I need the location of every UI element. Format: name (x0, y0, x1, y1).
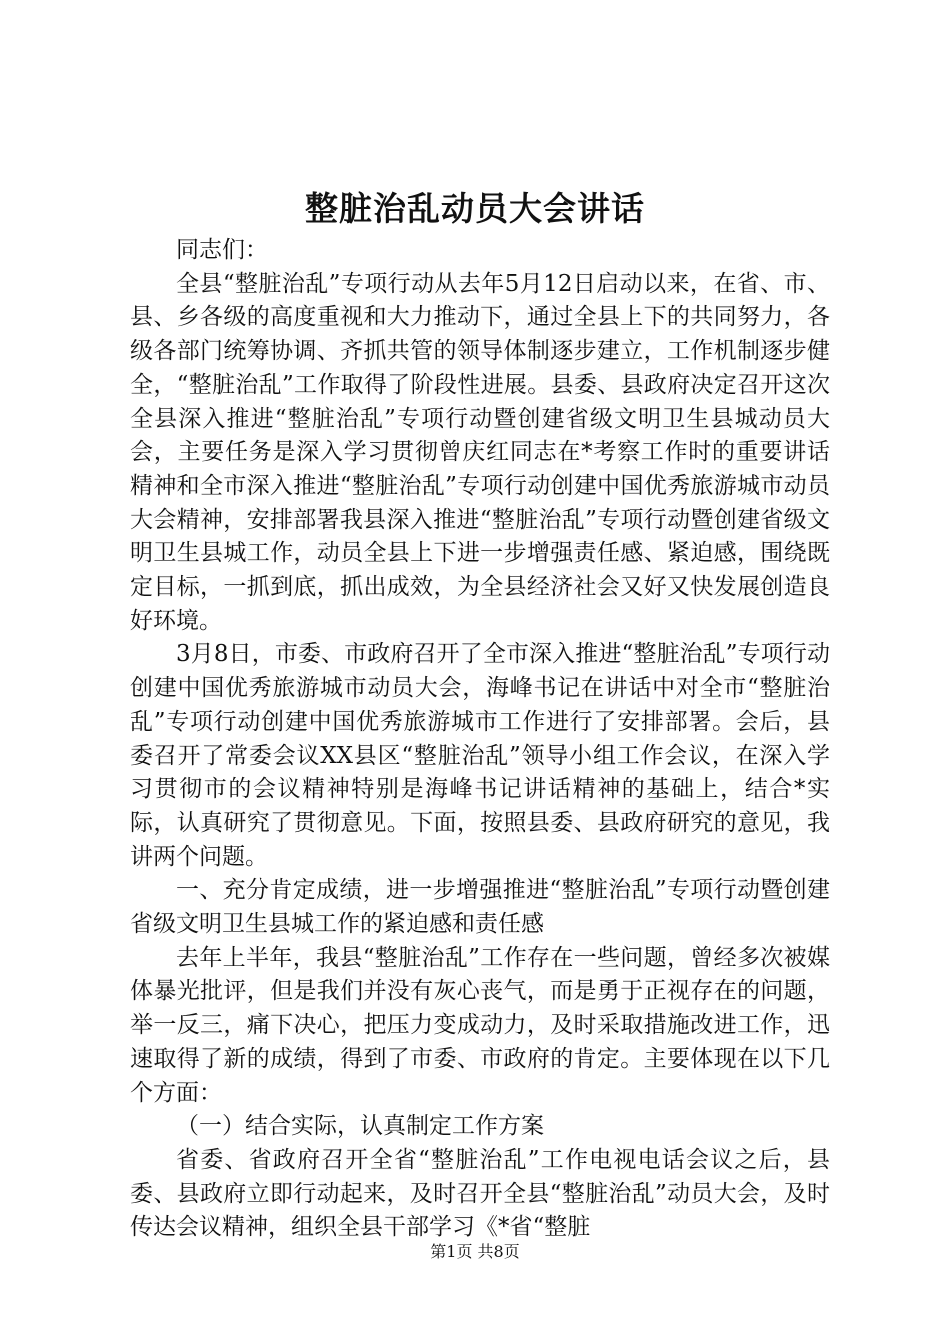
subsection-heading: （一）结合实际，认真制定工作方案 (176, 1113, 544, 1140)
section-heading: 一、充分肯定成绩，进一步增强推进“整脏治乱”专项行动暨创建省级文明卫生县城工作的紧迫感和责任感 (130, 877, 830, 938)
paragraph-salutation: 同志们： (176, 237, 268, 263)
paragraph: 去年上半年，我县“整脏治乱”工作存在一些问题，曾经多次被媒体暴光批评，但是我们并没有灰心丧气，而是勇于正视存在的问题，举一反三，痛下决心，把压力变成动力，及时采取措施改进工作，迅速取得了新的成绩，得到了市委、市政府的肯定。主要体现在以下几个方面： (130, 944, 830, 1106)
document-title: 整脏治乱动员大会讲话 (305, 189, 645, 228)
document-body (130, 234, 830, 1245)
page-number-footer: 第1页 共8页 (430, 1242, 520, 1261)
paragraph: 3月8日，市委、市政府召开了全市深入推进“整脏治乱”专项行动创建中国优秀旅游城市动员大会，海峰书记在讲话中对全市“整脏治乱”专项行动创建中国优秀旅游城市工作进行了安排部署。会后，县委召开了常委会议XX县区“整脏治乱”领导小组工作会议，在深入学习贯彻市的会议精神特别是海峰书记讲话精神的基础上，结合*实际，认真研究了贯彻意见。下面，按照县委、县政府研究的意见，我讲两个问题。 (130, 641, 830, 870)
paragraph: 全县“整脏治乱”专项行动从去年5月12日启动以来，在省、市、县、乡各级的高度重视和大力推动下，通过全县上下的共同努力，各级各部门统筹协调、齐抓共管的领导体制逐步建立，工作机制逐步健全，“整脏治乱”工作取得了阶段性进展。县委、县政府决定召开这次全县深入推进“整脏治乱”专项行动暨创建省级文明卫生县城动员大会，主要任务是深入学习贯彻曾庆红同志在*考察工作时的重要讲话精神和全市深入推进“整脏治乱”专项行动创建中国优秀旅游城市动员大会精神，安排部署我县深入推进“整脏治乱”专项行动暨创建省级文明卫生县城工作，动员全县上下进一步增强责任感、紧迫感，围绕既定目标，一抓到底，抓出成效，为全县经济社会又好又快发展创造良好环境。 (130, 270, 830, 634)
paragraph: 省委、省政府召开全省“整脏治乱”工作电视电话会议之后，县委、县政府立即行动起来，及时召开全县“整脏治乱”动员大会，及时传达会议精神，组织全县干部学习《*省“整脏 (130, 1146, 830, 1241)
